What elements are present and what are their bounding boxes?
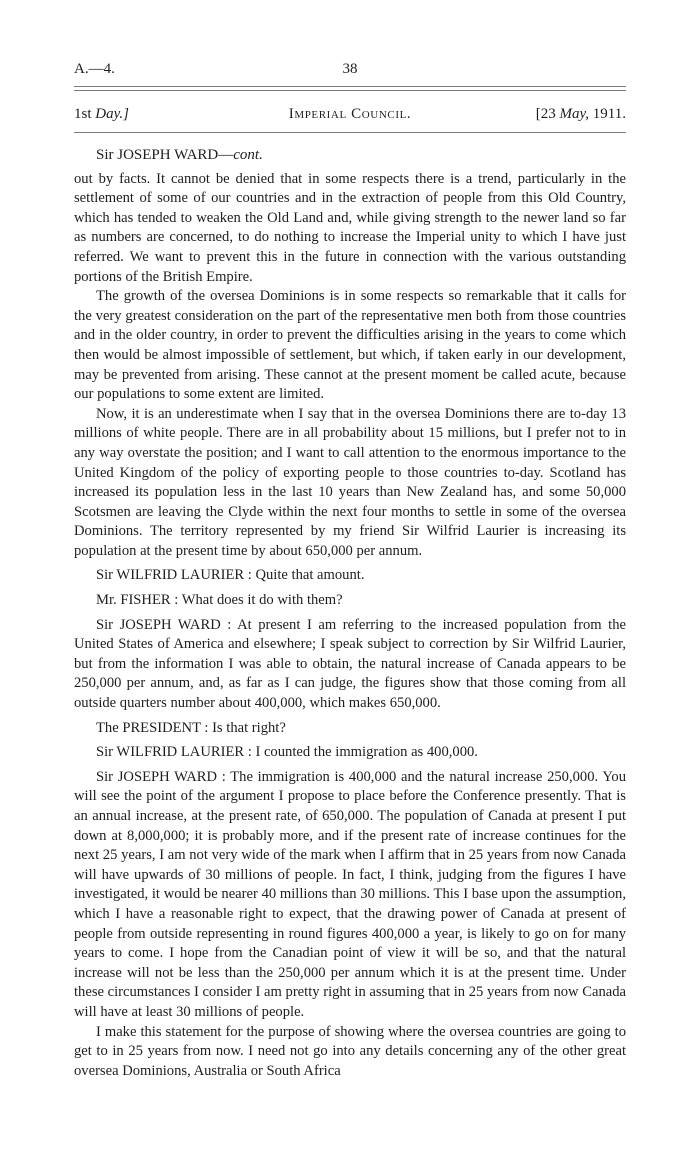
speaker-cont: cont.	[233, 147, 263, 163]
day-number: 1st	[74, 106, 92, 122]
paragraph-2: The growth of the oversea Dominions is in some respects so remarkable that it calls for the very greatest consideration on the part of the representative men both from those countries and in the older country, in order to prevent the difficulties arising in the years to come which then would be almost impossible of settlement, but which, if taken early in our development, may be prevented from arising. These cannot at the present moment be called acute, because our populations to some extent are limited.	[74, 288, 626, 403]
date-year: 1911.	[592, 106, 626, 122]
exchange-laurier-1: Sir WILFRID LAURIER : Quite that amount.	[96, 567, 365, 584]
paragraph-ward-2: Sir JOSEPH WARD : The immigration is 400,000 and the natural increase 250,000. You will see the point of the argument I propose to place before the Conference presently. That is an annual increase, at the present rate, of 650,000. The population of Canada at present I put down at 8,000,000; it is probably more, and if the present rate of increase continues for the next 25 years, I am not very wide of the mark when I affirm that in 25 years from now Canada will have upwards of 30 millions of people. In fact, I think, judging from the figures I have investigated, it would be nearer 40 millions than 30 millions. This I base upon the assumption, which I have a reasonable right to expect, that the drawing power of Canada at present of people from outside representing in round figures 400,000 a year, is likely to go on for many years to come. I hope from the Canadian point of view it will be so, and that the natural increase will not be less than the 250,000 per annum which it is at the present time. Under these circumstances I consider I am pretty right in assuming that in 25 years from now Canada will have at least 30 millions of people.	[74, 768, 626, 1020]
page-header	[74, 60, 626, 82]
paragraph-ward-1: Sir JOSEPH WARD : At present I am referring to the increased population from the United States of America and elsewhere; I speak subject to correction by Sir Wilfrid Laurier, but from the information I was able to obtain, the natural increase of Canada appears to be 250,000 per annum, and, as far as I can judge, the figures show that those coming from all outside quarters number about 400,000, which makes 650,000.	[74, 616, 626, 712]
paragraph-1: out by facts. It cannot be denied that in some respects there is a trend, particularly in the settlement of some of our countries and in the extraction of people from this Old Country, which has tended to weaken the Old Land and, while giving strength to the newer land so far as numbers are concerned, to do nothing to increase the Imperial unity to which I have just referred. We want to prevent this in the future in connection with the various outstanding portions of the British Empire.	[74, 170, 626, 285]
speaker-continuation	[96, 146, 626, 166]
day-word: Day.]	[95, 106, 130, 122]
running-head-rule	[74, 132, 626, 133]
exchange-fisher: Mr. FISHER : What does it do with them?	[96, 592, 343, 609]
paper-reference: A.—4.	[74, 61, 115, 77]
date-prefix: [23	[535, 106, 556, 122]
speaker-name: Sir JOSEPH WARD—	[96, 147, 234, 163]
header-rule-bottom	[74, 90, 626, 91]
running-head-title: Imperial Council.	[288, 106, 412, 122]
header-rule-top	[74, 86, 626, 87]
exchange-president: The PRESIDENT : Is that right?	[96, 719, 286, 736]
date-month: May,	[559, 106, 590, 122]
exchange-laurier-2: Sir WILFRID LAURIER : I counted the immigration as 400,000.	[96, 744, 478, 761]
running-head-date	[536, 105, 626, 125]
running-head	[74, 105, 626, 127]
page-number: 38	[342, 61, 358, 77]
paragraph-final: I make this statement for the purpose of showing where the oversea countries are going to get to in 25 years from now. I need not go into any details concerning any of the other great oversea Dominions, Australia or South Africa	[74, 1023, 626, 1079]
paragraph-3: Now, it is an underestimate when I say that in the oversea Dominions there are to-day 13 millions of white people. There are in all probability about 15 millions, but I prefer not to in any way overstate the position; and I want to call attention to the enormous importance to the United Kingdom of the policy of exporting people to those countries to-day. Scotland has increased its population less in the last 10 years than New Zealand has, and some 50,000 Scotsmen are leaving the Clyde within the next four months to settle in some of the oversea Dominions. The territory represented by my friend Sir Wilfrid Laurier is increasing its population at the present time by about 650,000 per annum.	[74, 405, 626, 559]
body-text	[74, 146, 626, 1081]
